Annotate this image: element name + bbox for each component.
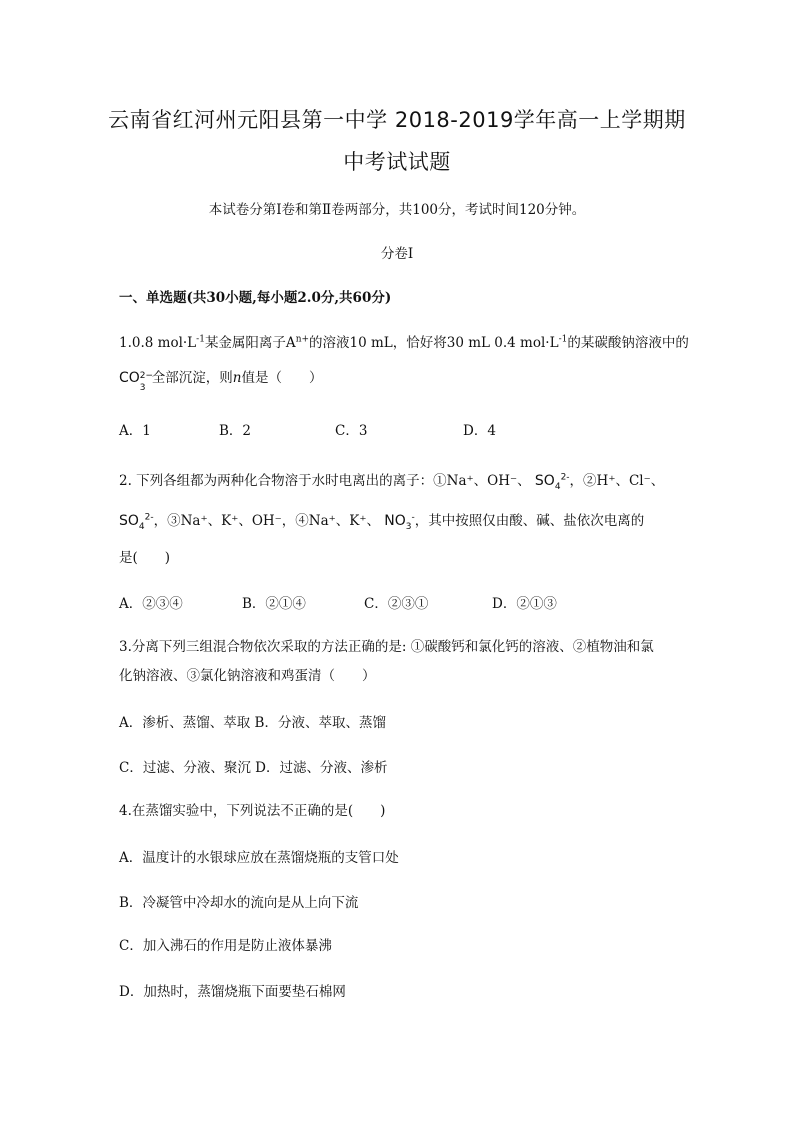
q2-option-d[interactable]: D．②①③ — [492, 596, 557, 612]
q4-option-c[interactable]: C．加入沸石的作用是防止液体暴沸 — [119, 938, 332, 954]
q2-option-c[interactable]: C．②③① — [364, 596, 429, 612]
q3-stem-line2: 化钠溶液、③氯化钠溶液和鸡蛋清（ ） — [119, 668, 376, 684]
q3-options-ab[interactable]: A．渗析、蒸馏、萃取 B．分液、萃取、蒸馏 — [119, 715, 386, 731]
q4-option-d[interactable]: D．加热时，蒸馏烧瓶下面要垫石棉网 — [119, 984, 346, 1000]
exam-title-line2: 中考试试题 — [343, 150, 451, 174]
q1-stem-line2: CO 2− 3 全部沉淀，则n值是（ ） — [119, 370, 323, 393]
q3-options-cd[interactable]: C．过滤、分液、聚沉 D．过滤、分液、渗析 — [119, 760, 388, 776]
q1-option-b[interactable]: B．2 — [219, 423, 252, 439]
q1-option-d[interactable]: D．4 — [463, 423, 496, 439]
carbonate-formula: CO 2− 3 — [119, 370, 154, 393]
exam-intro: 本试卷分第Ⅰ卷和第Ⅱ卷两部分，共100分，考试时间120分钟。 — [208, 202, 586, 218]
q4-option-a[interactable]: A．温度计的水银球应放在蒸馏烧瓶的支管口处 — [119, 850, 399, 866]
q3-stem-line1: 3.分离下列三组混合物依次采取的方法正确的是: ①碳酸钙和氯化钙的溶液、②植物油和氯 — [119, 639, 654, 655]
q2-option-b[interactable]: B．②①④ — [242, 596, 306, 612]
q2-option-a[interactable]: A．②③④ — [119, 596, 183, 612]
sulfate-formula-2: $SO_4^{2-}$ — [119, 512, 154, 532]
q1-option-c[interactable]: C．3 — [335, 423, 368, 439]
nitrate-formula: $NO_3^-$ — [384, 512, 415, 532]
sulfate-formula: $SO_4^{2-}$ — [534, 472, 570, 492]
section-heading: 一、单选题(共30小题,每小题2.0分,共60分) — [119, 290, 392, 306]
q1-option-a[interactable]: A．1 — [119, 423, 151, 439]
exam-title-line1: 云南省红河州元阳县第一中学 2018-2019学年高一上学期期 — [108, 108, 686, 132]
q2-stem-line3: 是( ) — [119, 550, 171, 566]
q4-stem: 4.在蒸馏实验中，下列说法不正确的是( ) — [119, 803, 386, 819]
part-heading: 分卷I — [380, 246, 414, 262]
q1-stem-line1: 1.0.8 $mol\cdot L^{-1}$某金属阳离子$A^{n+}$的溶液10 mL，恰好将30 mL 0.4 $mol\cdot L^{-1}$的某碳酸钠溶液中的 — [119, 334, 689, 351]
q2-stem-line1: 2. 下列各组都为两种化合物溶于水时电离出的离子：①Na⁺、OH⁻、 $SO_4^{2-}$，②H⁺、Cl⁻、 — [119, 472, 665, 492]
q4-option-b[interactable]: B．冷凝管中冷却水的流向是从上向下流 — [119, 895, 359, 911]
q2-stem-line2: $SO_4^{2-}$，③Na⁺、K⁺、OH⁻，④Na⁺、K⁺、 $NO_3^-$，其中按照仅由酸、碱、盐依次电离的 — [119, 512, 645, 532]
